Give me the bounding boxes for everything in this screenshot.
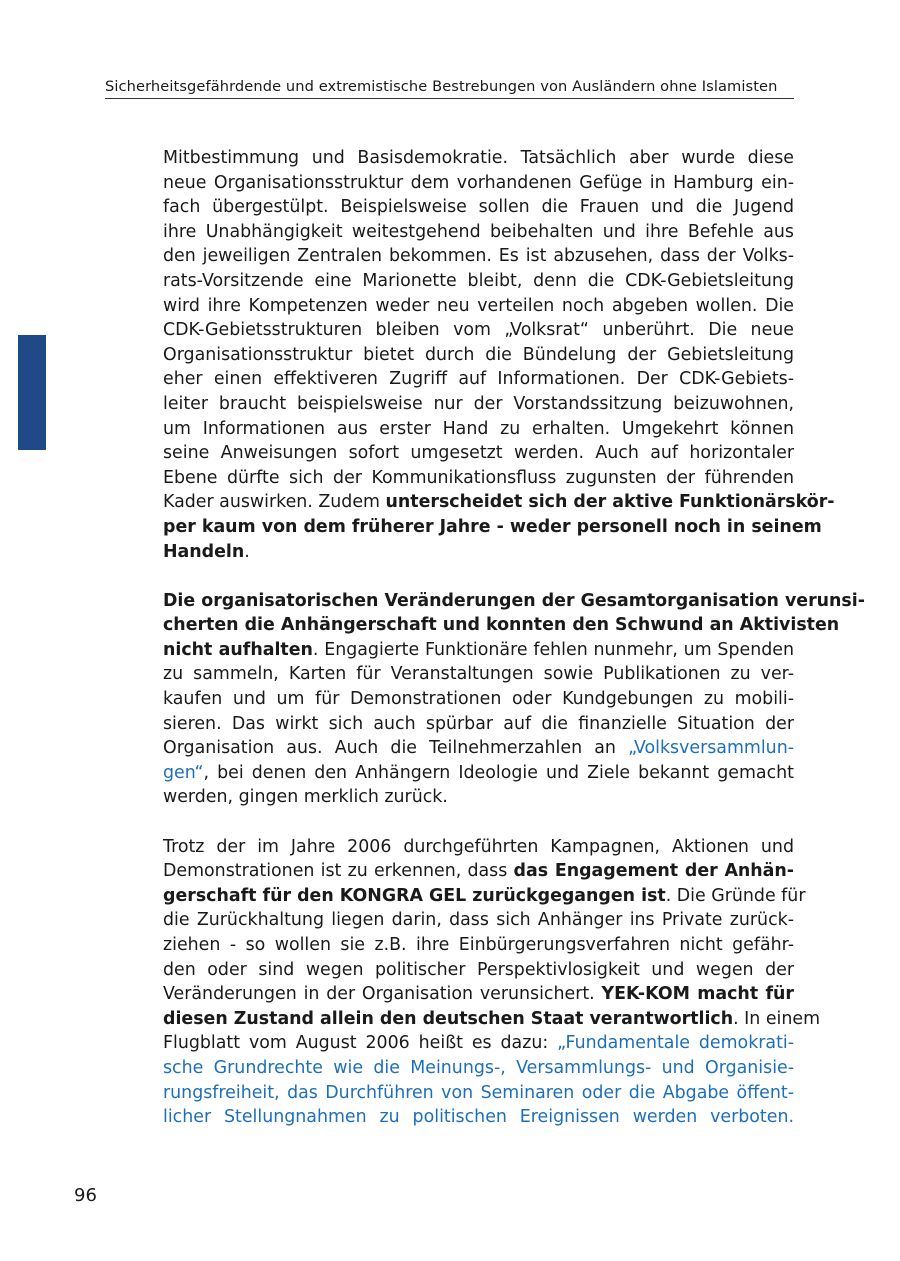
bold-emphasis: diesen Zustand allein den deutschen Staat verantwortlich — [163, 1008, 734, 1029]
text-line: eher einen effektiveren Zugriff auf Informationen. Der CDK-Gebiets- — [163, 369, 794, 390]
quote-link[interactable]: „Fundamentale demokrati- — [557, 1033, 794, 1054]
text-line: rats-Vorsitzende eine Marionette bleibt, denn die CDK-Gebietsleitung — [163, 270, 794, 291]
text-run: , bei denen den Anhängern Ideologie und Ziele bekannt gemacht — [203, 762, 794, 783]
bold-emphasis: YEK-KOM macht für — [601, 984, 794, 1005]
bold-emphasis: nicht aufhalten — [163, 639, 313, 660]
text-line — [163, 884, 806, 909]
text-run: Kader auswirken. Zudem — [163, 492, 386, 513]
text-line: den jeweiligen Zentralen bekommen. Es ist abzusehen, dass der Volks- — [163, 246, 794, 267]
paragraph-3 — [163, 835, 821, 1130]
bold-emphasis: Handeln — [163, 541, 245, 562]
text-line: Trotz der im Jahre 2006 durchgeführten Kampagnen, Aktionen und — [163, 836, 794, 857]
text-line: seine Anweisungen sofort umgesetzt werden. Auch auf horizontaler — [163, 443, 794, 464]
text-line — [163, 1031, 794, 1056]
text-line: die Zurückhaltung liegen darin, dass sich Anhänger ins Private zurück- — [163, 910, 794, 931]
text-line: wird ihre Kompetenzen weder neu verteilen noch abgeben wollen. Die — [163, 295, 794, 316]
text-line: um Informationen aus erster Hand zu erhalten. Umgekehrt können — [163, 418, 794, 439]
text-line: Die organisatorischen Veränderungen der Gesamtorganisation verunsi- — [163, 590, 865, 611]
text-run: . In einem — [733, 1008, 821, 1029]
text-run: . — [244, 541, 250, 562]
text-line: kaufen und um für Demonstrationen oder Kundgebungen zu mobili- — [163, 689, 794, 710]
paragraph-2 — [163, 589, 865, 810]
quote-link[interactable]: „Volksversammlun- — [628, 738, 794, 759]
text-line — [163, 982, 794, 1007]
text-line: werden, gingen merklich zurück. — [163, 787, 448, 808]
text-run: . Die Gründe für — [665, 885, 806, 906]
text-line: leiter braucht beispielsweise nur der Vorstandssitzung beizuwohnen, — [163, 393, 794, 414]
text-run: Flugblatt vom August 2006 heißt es dazu: — [163, 1033, 558, 1054]
text-line: ziehen - so wollen sie z.B. ihre Einbürgerungsverfahren nicht gefähr- — [163, 935, 794, 955]
text-line — [163, 736, 794, 761]
paragraph-gap — [163, 810, 794, 835]
text-line: fach übergestülpt. Beispielsweise sollen die Frauen und die Jugend — [163, 197, 794, 218]
quote-link[interactable]: gen“ — [163, 762, 204, 783]
text-line: CDK-Gebietsstrukturen bleiben vom „Volksrat“ unberührt. Die neue — [163, 320, 794, 341]
text-line — [163, 1007, 821, 1032]
text-line: per kaum von dem früherer Jahre - weder personell noch in seinem — [163, 516, 822, 537]
quote-line[interactable]: rungsfreiheit, das Durchführen von Seminaren oder die Abgabe öffent- — [163, 1082, 794, 1103]
text-line — [163, 638, 794, 663]
text-line: den oder sind wegen politischer Perspektivlosigkeit und wegen der — [163, 959, 794, 980]
page-number: 96 — [74, 1185, 97, 1206]
text-line: cherten die Anhängerschaft und konnten den Schwund an Aktivisten — [163, 615, 840, 636]
text-run: Organisation aus. Auch die Teilnehmerzahlen an — [163, 738, 629, 759]
paragraph-1 — [163, 146, 835, 564]
quote-line[interactable]: sche Grundrechte wie die Meinungs-, Versammlungs- und Organisie- — [163, 1057, 794, 1078]
text-line — [163, 761, 794, 786]
bold-emphasis: unterscheidet sich der aktive Funktionärskör- — [385, 492, 835, 513]
text-line: sieren. Das wirkt sich auch spürbar auf die finanzielle Situation der — [163, 713, 794, 734]
text-run: Veränderungen in der Organisation verunsichert. — [163, 984, 602, 1005]
running-header: Sicherheitsgefährdende und extremistische Bestrebungen von Ausländern ohne Islamisten — [105, 77, 794, 99]
bold-emphasis: das Engagement der Anhän- — [513, 861, 794, 882]
text-line — [163, 540, 794, 565]
body-text — [163, 146, 865, 1130]
text-line: zu sammeln, Karten für Veranstaltungen sowie Publikationen zu ver- — [163, 664, 794, 685]
quote-line[interactable]: licher Stellungnahmen zu politischen Ereignissen werden verboten. — [163, 1107, 794, 1128]
text-line: neue Organisationsstruktur dem vorhandenen Gefüge in Hamburg ein- — [163, 172, 794, 193]
text-line — [163, 859, 794, 884]
text-run: Demonstrationen ist zu erkennen, dass — [163, 861, 514, 882]
text-line — [163, 490, 835, 515]
chapter-side-marker — [18, 335, 46, 450]
paragraph-gap — [163, 564, 794, 589]
bold-emphasis: gerschaft für den KONGRA GEL zurückgegangen ist — [163, 885, 666, 906]
text-line: Organisationsstruktur bietet durch die Bündelung der Gebietsleitung — [163, 344, 794, 365]
text-run: . Engagierte Funktionäre fehlen nunmehr, um Spenden — [312, 639, 794, 660]
text-line: ihre Unabhängigkeit weitestgehend beibehalten und ihre Befehle aus — [163, 221, 794, 242]
text-line: Mitbestimmung und Basisdemokratie. Tatsächlich aber wurde diese — [163, 148, 794, 168]
text-line: Ebene dürfte sich der Kommunikationsfluss zugunsten der führenden — [163, 467, 794, 488]
